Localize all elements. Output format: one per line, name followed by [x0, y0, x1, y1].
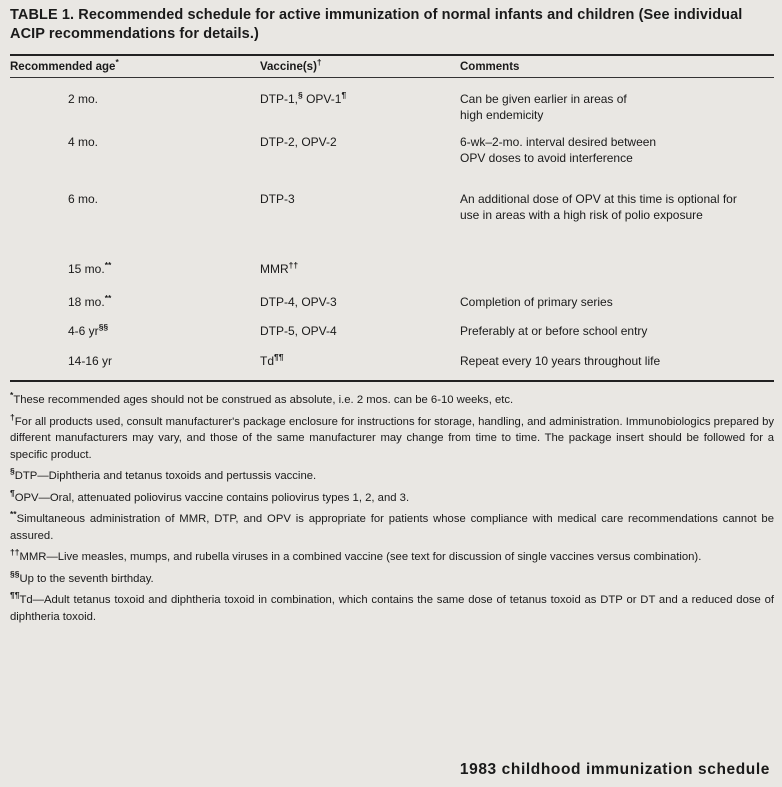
header-recommended-age: Recommended age* — [10, 57, 119, 73]
age-cell: 4-6 yr§§ — [68, 322, 109, 338]
table-header-row — [10, 56, 774, 77]
header-vaccines: Vaccine(s)† — [260, 57, 322, 73]
schedule-body — [10, 78, 774, 380]
comment-cell: Completion of primary series — [460, 295, 613, 309]
age-cell: 2 mo. — [68, 92, 99, 106]
vaccine-cell: MMR†† — [260, 260, 299, 276]
footnote: ¶OPV—Oral, attenuated poliovirus vaccine contains poliovirus types 1, 2, and 3. — [10, 487, 410, 504]
table-row — [10, 324, 774, 354]
age-cell: 14-16 yr — [68, 354, 113, 368]
table-row — [10, 295, 774, 324]
table-row — [10, 262, 774, 295]
age-cell: 15 mo.** — [68, 260, 112, 276]
footnote: *These recommended ages should not be construed as absolute, i.e. 2 mos. can be 6-10 weeks, etc. — [10, 390, 514, 406]
footnote: §DTP—Diphtheria and tetanus toxoids and pertussis vaccine. — [10, 466, 317, 482]
comment-cell: Can be given earlier in areas of high endemicity — [460, 92, 627, 122]
table-row — [10, 135, 774, 192]
vaccine-cell: DTP-1,§ OPV-1¶ — [260, 90, 347, 106]
comment-cell — [460, 262, 774, 295]
footnote: †For all products used, consult manufacturer's package enclosure for instructions for storage, handling, and administration. Immunobiologics prepared by different manufacturers may vary, and those of the same manufacturer may change from time to time. The package insert should be followed for a specific product. — [10, 411, 775, 461]
vaccine-cell: DTP-4, OPV-3 — [260, 295, 337, 309]
comment-cell: An additional dose of OPV at this time is optional for use in areas with a high risk of polio exposure — [460, 192, 737, 222]
table-title: TABLE 1. Recommended schedule for active immunization of normal infants and children (See individual ACIP recommendations for details.) — [10, 7, 743, 42]
age-cell: 6 mo. — [68, 192, 99, 206]
comment-cell: Repeat every 10 years throughout life — [460, 354, 661, 368]
footnote: ¶¶Td—Adult tetanus toxoid and diphtheria toxoid in combination, which contains the same dose of tetanus toxoid as DTP or DT and a reduced dose of diphtheria toxoid. — [10, 590, 774, 623]
footnotes — [10, 392, 774, 625]
comment-cell: 6-wk–2-mo. interval desired between OPV doses to avoid interference — [460, 135, 657, 165]
age-cell: 18 mo.** — [68, 293, 112, 309]
header-comments: Comments — [460, 61, 520, 73]
table-bottom-rule — [10, 380, 774, 382]
immunization-schedule-table — [10, 56, 774, 77]
table-row — [10, 192, 774, 262]
vaccine-cell: DTP-5, OPV-4 — [260, 324, 337, 338]
footnote: **Simultaneous administration of MMR, DTP, and OPV is appropriate for patients whose compliance with medical care recommendations cannot be assured. — [10, 509, 774, 542]
footnote: ††MMR—Live measles, mumps, and rubella viruses in a combined vaccine (see text for discussion of single vaccines versus combination). — [10, 547, 702, 563]
vaccine-cell: DTP-3 — [260, 192, 295, 206]
table-row — [10, 78, 774, 135]
figure-caption: 1983 childhood immunization schedule — [459, 761, 770, 778]
age-cell: 4 mo. — [68, 135, 99, 149]
vaccine-cell: Td¶¶ — [260, 352, 284, 368]
footnote: §§Up to the seventh birthday. — [10, 568, 154, 585]
table-row — [10, 354, 774, 380]
comment-cell: Preferably at or before school entry — [460, 324, 648, 338]
vaccine-cell: DTP-2, OPV-2 — [260, 135, 337, 149]
